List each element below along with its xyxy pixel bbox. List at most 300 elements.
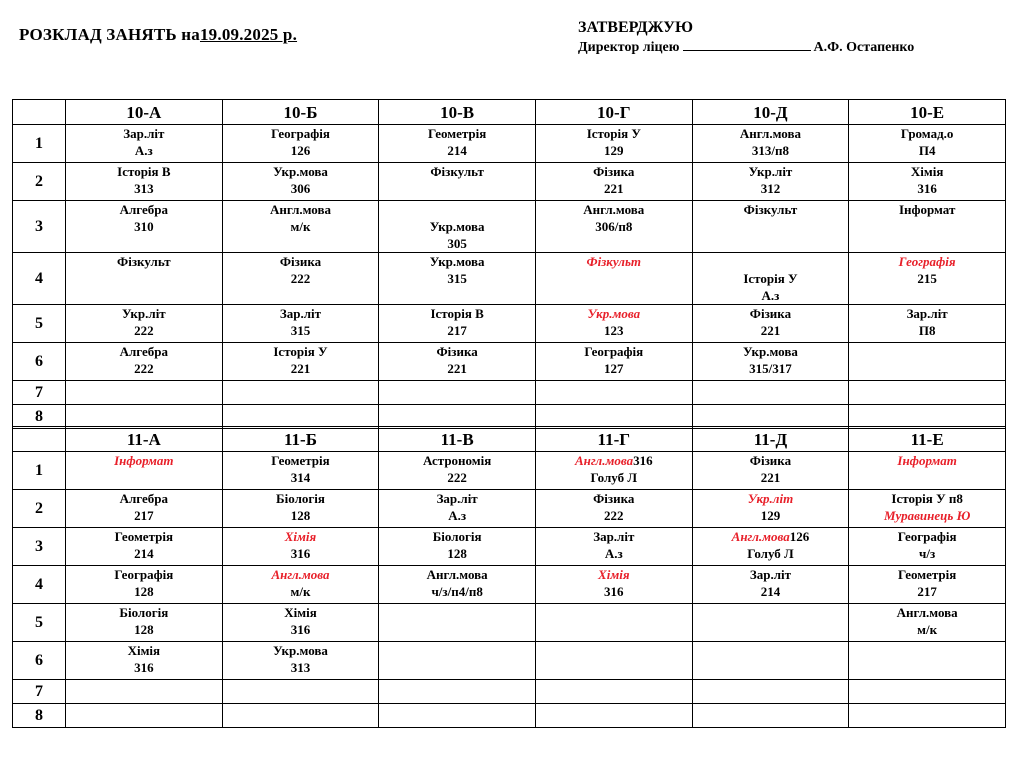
highlighted-subject: Хімія: [284, 529, 317, 544]
cell-text: Геометрія: [427, 126, 487, 141]
schedule-cell: [379, 528, 536, 566]
cell-text: Географія: [271, 126, 330, 141]
cell-line: [536, 490, 692, 507]
schedule-cell: [849, 528, 1006, 566]
class-header: 11-Д: [692, 427, 849, 452]
cell-line: [536, 218, 692, 235]
cell-text: Геометрія: [897, 567, 957, 582]
lesson-number: 2: [13, 163, 66, 201]
cell-text: 129: [760, 508, 781, 523]
schedule-cell: [222, 704, 379, 728]
lesson-row: [13, 343, 1006, 381]
cell-text: Англ.мова: [426, 567, 488, 582]
schedule-cell: [535, 125, 692, 163]
cell-text: П8: [918, 323, 936, 338]
cell-text: 316: [604, 584, 624, 599]
class-header: 10-Д: [692, 100, 849, 125]
cell-text: Географія: [897, 529, 957, 544]
cell-line: [849, 621, 1005, 638]
class-header: 10-Е: [849, 100, 1006, 125]
cell-text: Фізика: [749, 306, 792, 321]
cell-line: [66, 621, 222, 638]
cell-line: [849, 583, 1005, 600]
cell-line: [66, 305, 222, 322]
lesson-row: [13, 604, 1006, 642]
cell-line: [693, 253, 849, 270]
lesson-number: 4: [13, 253, 66, 305]
cell-line: [223, 125, 379, 142]
cell-line: [536, 545, 692, 562]
schedule-cell: [379, 452, 536, 490]
cell-line: [849, 201, 1005, 218]
lesson-number: 6: [13, 343, 66, 381]
cell-line: [223, 343, 379, 360]
corner-cell: [13, 100, 66, 125]
cell-line: [693, 305, 849, 322]
schedule-cell: [66, 680, 223, 704]
cell-line: [849, 322, 1005, 339]
schedule-cell: [66, 405, 223, 429]
cell-line: [536, 343, 692, 360]
schedule-cell: [692, 452, 849, 490]
cell-line: [536, 528, 692, 545]
cell-line: [66, 180, 222, 197]
schedule-cell: [379, 566, 536, 604]
cell-text: 316: [917, 181, 937, 196]
schedule-cell: [535, 343, 692, 381]
cell-text: 316: [290, 622, 311, 637]
cell-text: Географія: [114, 567, 174, 582]
highlighted-subject: Інформат: [114, 453, 174, 468]
schedule-cell: [535, 604, 692, 642]
cell-line: [693, 528, 849, 545]
cell-line: [849, 163, 1005, 180]
schedule-cell: [692, 490, 849, 528]
schedule-table-grade-10: [12, 99, 1006, 429]
cell-text: Укр.мова: [429, 254, 485, 269]
cell-line: [693, 270, 849, 287]
lesson-row: [13, 405, 1006, 429]
cell-line: [693, 583, 849, 600]
cell-line: [379, 125, 535, 142]
lesson-row: [13, 680, 1006, 704]
cell-line: [536, 305, 692, 322]
class-header: 10-В: [379, 100, 536, 125]
cell-text: Зар.літ: [749, 567, 792, 582]
cell-text: 222: [290, 271, 311, 286]
cell-text: Біологія: [432, 529, 482, 544]
cell-line: [693, 545, 849, 562]
schedule-cell: [692, 163, 849, 201]
cell-line: [536, 452, 692, 469]
highlighted-subject: Англ.мова: [575, 453, 634, 468]
cell-text: Історія У: [743, 271, 798, 286]
cell-line: [693, 180, 849, 197]
cell-text: 214: [447, 143, 467, 158]
cell-line: [693, 287, 849, 304]
cell-line: [223, 659, 379, 676]
cell-line: [66, 253, 222, 270]
cell-line: [536, 163, 692, 180]
schedule-cell: [66, 305, 223, 343]
schedule-cell: [379, 163, 536, 201]
schedule-cell: [692, 405, 849, 429]
schedule-cell: [692, 704, 849, 728]
schedule-cell: [222, 343, 379, 381]
cell-line: [849, 452, 1005, 469]
schedule-cell: [692, 642, 849, 680]
cell-text: Фізкульт: [430, 164, 484, 179]
cell-line: [66, 360, 222, 377]
cell-line: [693, 142, 849, 159]
cell-text: Англ.мова: [269, 202, 331, 217]
schedule-cell: [849, 604, 1006, 642]
schedule-cell: [849, 253, 1006, 305]
schedule-cell: [379, 381, 536, 405]
cell-text: 221: [447, 361, 467, 376]
schedule-cell: [66, 566, 223, 604]
schedule-cell: [692, 305, 849, 343]
cell-text: 214: [760, 584, 781, 599]
cell-line: [849, 528, 1005, 545]
cell-line: [223, 270, 379, 287]
cell-text: Укр.літ: [748, 164, 793, 179]
approval-signature-line: [578, 38, 914, 58]
cell-text: 128: [447, 546, 467, 561]
cell-line: [223, 305, 379, 322]
cell-line: [223, 490, 379, 507]
cell-line: [536, 507, 692, 524]
cell-line: [223, 180, 379, 197]
cell-text: Географія: [584, 344, 644, 359]
schedule-cell: [66, 381, 223, 405]
cell-line: [849, 305, 1005, 322]
lesson-row: [13, 704, 1006, 728]
cell-text: 217: [917, 584, 937, 599]
cell-text: 222: [134, 323, 154, 338]
lesson-number: 2: [13, 490, 66, 528]
cell-text: Фізика: [749, 453, 792, 468]
schedule-cell: [66, 490, 223, 528]
schedule-cell: [535, 680, 692, 704]
cell-text: Хімія: [127, 643, 161, 658]
cell-line: [536, 566, 692, 583]
cell-text: 306: [290, 181, 311, 196]
schedule-cell: [66, 452, 223, 490]
schedule-cell: [535, 528, 692, 566]
cell-text: Хімія: [284, 605, 317, 620]
schedule-cell: [66, 604, 223, 642]
cell-line: [379, 469, 535, 486]
highlighted-subject: Англ.мова: [271, 567, 330, 582]
lesson-row: [13, 528, 1006, 566]
cell-text: Геометрія: [114, 529, 173, 544]
lesson-number: 5: [13, 604, 66, 642]
cell-line: [66, 490, 222, 507]
cell-line: [223, 566, 379, 583]
cell-line: [223, 253, 379, 270]
cell-line: [66, 452, 222, 469]
class-header-row: [13, 427, 1006, 452]
cell-text: 221: [760, 323, 781, 338]
cell-line: [849, 490, 1005, 507]
cell-line: [66, 218, 222, 235]
schedule-cell: [535, 490, 692, 528]
schedule-cell: [535, 305, 692, 343]
schedule-cell: [379, 704, 536, 728]
cell-text: 314: [290, 470, 311, 485]
class-header-row: [13, 100, 1006, 125]
schedule-cell: [692, 201, 849, 253]
schedule-cell: [222, 680, 379, 704]
cell-line: [223, 360, 379, 377]
schedule-cell: [849, 405, 1006, 429]
cell-text: 126: [789, 529, 810, 544]
schedule-cell: [222, 381, 379, 405]
class-header: 10-А: [66, 100, 223, 125]
cell-text: 313/п8: [751, 143, 789, 158]
schedule-cell: [379, 405, 536, 429]
schedule-cell: [692, 253, 849, 305]
lesson-number: 3: [13, 528, 66, 566]
cell-text: А.з: [448, 508, 467, 523]
cell-line: [223, 528, 379, 545]
highlighted-subject: Англ.мова: [731, 529, 790, 544]
schedule-cell: [535, 452, 692, 490]
schedule-cell: [535, 253, 692, 305]
lesson-row: [13, 305, 1006, 343]
schedule-cell: [692, 381, 849, 405]
corner-cell: [13, 427, 66, 452]
schedule-cell: [379, 253, 536, 305]
cell-line: [849, 253, 1005, 270]
schedule-cell: [66, 125, 223, 163]
schedule-cell: [222, 566, 379, 604]
cell-line: [66, 507, 222, 524]
cell-text: Біологія: [276, 491, 325, 506]
cell-line: [223, 218, 379, 235]
cell-line: [223, 322, 379, 339]
cell-text: Укр.мова: [273, 643, 328, 658]
schedule-cell: [692, 125, 849, 163]
director-position: Директор ліцею: [578, 40, 680, 55]
schedule-cell: [849, 305, 1006, 343]
cell-line: [379, 142, 535, 159]
cell-text: П4: [918, 143, 936, 158]
cell-line: [66, 545, 222, 562]
cell-text: 222: [447, 470, 467, 485]
cell-line: [849, 142, 1005, 159]
lesson-row: [13, 201, 1006, 253]
cell-line: [693, 343, 849, 360]
schedule-cell: [535, 642, 692, 680]
schedule-cell: [849, 201, 1006, 253]
cell-text: Укр.мова: [743, 344, 798, 359]
schedule-cell: [535, 704, 692, 728]
cell-text: 306/п8: [595, 219, 633, 234]
cell-line: [693, 360, 849, 377]
schedule-cell: [849, 566, 1006, 604]
cell-line: [536, 180, 692, 197]
cell-line: [66, 163, 222, 180]
schedule-title: [19, 25, 297, 45]
schedule-cell: [222, 452, 379, 490]
lesson-row: [13, 490, 1006, 528]
schedule-cell: [692, 604, 849, 642]
schedule-cell: [222, 305, 379, 343]
schedule-cell: [379, 642, 536, 680]
lesson-row: [13, 163, 1006, 201]
highlighted-subject: Фізкульт: [586, 254, 642, 269]
cell-text: Геометрія: [271, 453, 330, 468]
cell-line: [379, 490, 535, 507]
cell-line: [66, 642, 222, 659]
cell-line: [66, 142, 222, 159]
cell-text: Історія У п8: [891, 491, 963, 506]
cell-line: [223, 545, 379, 562]
class-header: 11-А: [66, 427, 223, 452]
cell-line: [536, 469, 692, 486]
cell-line: [66, 343, 222, 360]
cell-text: 315: [290, 323, 311, 338]
cell-line: [693, 490, 849, 507]
schedule-cell: [849, 642, 1006, 680]
lesson-number: 3: [13, 201, 66, 253]
schedule-cell: [849, 381, 1006, 405]
cell-text: Астрономія: [422, 453, 492, 468]
schedule-cell: [66, 528, 223, 566]
class-header: 11-Г: [535, 427, 692, 452]
schedule-cell: [692, 566, 849, 604]
cell-line: [379, 343, 535, 360]
cell-text: м/к: [290, 219, 311, 234]
cell-line: [223, 604, 379, 621]
lesson-number: 7: [13, 680, 66, 704]
highlighted-subject: Інформат: [897, 453, 957, 468]
cell-text: Фізкульт: [117, 254, 171, 269]
lesson-number: 4: [13, 566, 66, 604]
highlighted-subject: Муравинець Ю: [883, 508, 971, 523]
cell-text: м/к: [917, 622, 938, 637]
cell-text: Зар.літ: [593, 529, 635, 544]
cell-line: [66, 125, 222, 142]
schedule-cell: [692, 528, 849, 566]
cell-text: ч/з/п4/п8: [431, 584, 483, 599]
cell-text: 214: [134, 546, 154, 561]
cell-text: Зар.літ: [436, 491, 478, 506]
cell-text: Зар.літ: [906, 306, 948, 321]
cell-text: Хімія: [910, 164, 944, 179]
cell-line: [536, 360, 692, 377]
cell-line: [379, 270, 535, 287]
cell-line: [223, 452, 379, 469]
schedule-cell: [222, 642, 379, 680]
cell-line: [223, 642, 379, 659]
cell-text: 127: [604, 361, 624, 376]
schedule-cell: [222, 163, 379, 201]
cell-text: 129: [604, 143, 624, 158]
highlighted-subject: Хімія: [598, 567, 630, 582]
schedule-cell: [379, 125, 536, 163]
lesson-row: [13, 253, 1006, 305]
cell-line: [536, 125, 692, 142]
cell-line: [379, 452, 535, 469]
cell-text: Англ.мова: [896, 605, 958, 620]
cell-text: 316: [134, 660, 154, 675]
cell-text: 217: [134, 508, 154, 523]
cell-text: Біологія: [119, 605, 169, 620]
cell-text: 221: [604, 181, 624, 196]
cell-line: [379, 201, 535, 218]
cell-line: [536, 253, 692, 270]
cell-text: Фізкульт: [743, 202, 798, 217]
schedule-cell: [66, 201, 223, 253]
cell-text: Укр.мова: [273, 164, 328, 179]
approval-title: ЗАТВЕРДЖУЮ: [578, 19, 694, 36]
cell-text: Голуб Л: [590, 470, 638, 485]
cell-text: 221: [290, 361, 311, 376]
cell-line: [693, 322, 849, 339]
cell-text: 215: [917, 271, 937, 286]
cell-line: [379, 218, 535, 235]
lesson-row: [13, 381, 1006, 405]
schedule-cell: [692, 343, 849, 381]
cell-line: [379, 566, 535, 583]
cell-line: [66, 201, 222, 218]
cell-text: Інформат: [898, 202, 956, 217]
schedule-cell: [379, 305, 536, 343]
schedule-cell: [849, 163, 1006, 201]
cell-text: Алгебра: [119, 344, 169, 359]
cell-text: Англ.мова: [583, 202, 645, 217]
cell-text: 316: [290, 546, 311, 561]
lesson-number: 6: [13, 642, 66, 680]
cell-text: Фізика: [436, 344, 478, 359]
class-header: 11-В: [379, 427, 536, 452]
cell-line: [849, 270, 1005, 287]
schedule-cell: [849, 125, 1006, 163]
cell-line: [379, 235, 535, 252]
cell-text: Голуб Л: [747, 546, 794, 561]
schedule-cell: [849, 452, 1006, 490]
schedule-cell: [379, 201, 536, 253]
schedule-cell: [222, 405, 379, 429]
cell-text: Алгебра: [119, 202, 169, 217]
cell-text: 222: [134, 361, 154, 376]
approval-block: [578, 18, 914, 58]
cell-text: Укр.літ: [121, 306, 166, 321]
cell-text: 128: [134, 622, 154, 637]
cell-line: [379, 163, 535, 180]
cell-line: [223, 469, 379, 486]
schedule-cell: [535, 163, 692, 201]
cell-line: [223, 507, 379, 524]
cell-text: А.з: [134, 143, 153, 158]
cell-line: [66, 566, 222, 583]
cell-text: 217: [447, 323, 467, 338]
cell-line: [849, 545, 1005, 562]
schedule-cell: [379, 490, 536, 528]
cell-text: Громад.о: [900, 126, 954, 141]
cell-text: Фізика: [593, 491, 635, 506]
cell-text: 128: [290, 508, 311, 523]
cell-text: 315/317: [749, 361, 792, 376]
schedule-cell: [535, 201, 692, 253]
cell-line: [66, 528, 222, 545]
schedule-cell: [222, 604, 379, 642]
cell-text: 313: [134, 181, 154, 196]
cell-line: [693, 452, 849, 469]
